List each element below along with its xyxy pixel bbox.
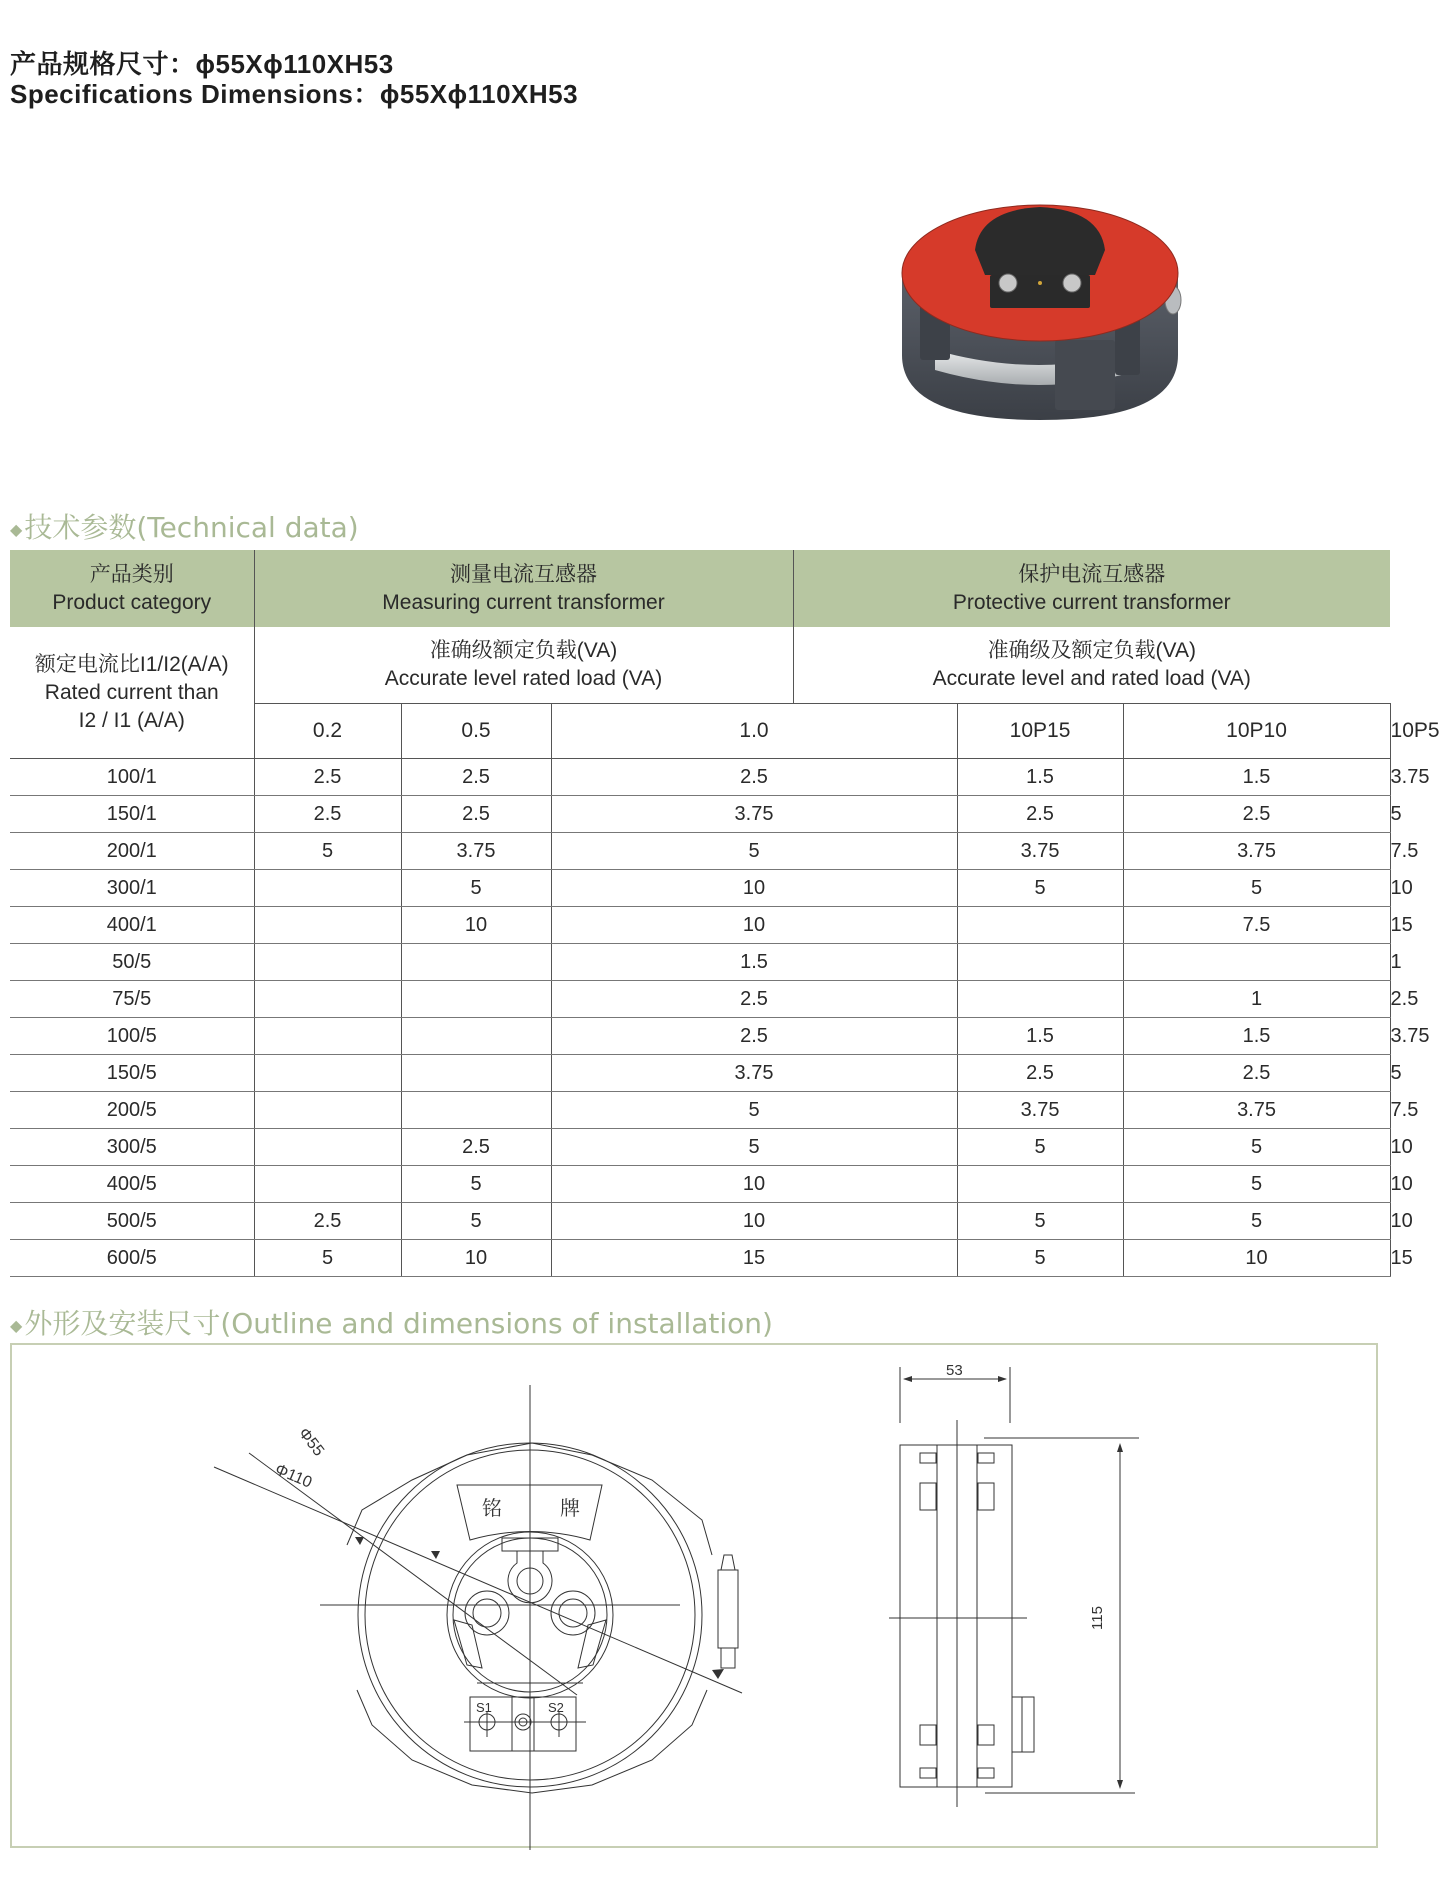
load-value-cell [957,1166,1123,1203]
load-value-cell: 2.5 [957,1055,1123,1092]
table-row: 400/1 10 10 7.5 15 [10,907,1390,944]
load-value-cell [957,944,1123,981]
table-row: 400/5 5 10 5 10 [10,1166,1390,1203]
subheader-measuring-load: 准确级额定负载(VA) Accurate level rated load (VA) [254,627,793,704]
table-subheader-row [10,627,1390,704]
load-value-cell: 2.5 [551,759,957,796]
load-value-cell: 5 [1123,870,1390,907]
rated-ratio-cell: 200/5 [10,1092,254,1129]
load-value-cell: 5 [1123,1129,1390,1166]
load-value-cell: 2.5 [1123,796,1390,833]
d-outer-label: Φ110 [272,1461,315,1492]
load-value-cell: 10 [1123,1240,1390,1277]
table-row: 500/5 2.5 5 10 5 5 10 [10,1203,1390,1240]
table-row: 100/1 2.5 2.5 2.5 1.5 1.5 3.75 [10,759,1390,796]
rated-ratio-cell: 50/5 [10,944,254,981]
technical-data-table [10,550,1440,1277]
load-value-cell: 5 [551,1129,957,1166]
terminal-screw-right [1063,274,1081,292]
rated-ratio-cell: 100/1 [10,759,254,796]
load-value-cell [254,1166,401,1203]
technical-data-heading: ◆技术参数(Technical data) [10,511,359,544]
load-value-cell: 1.5 [1123,759,1390,796]
load-value-cell: 5 [254,833,401,870]
table-row: 300/5 2.5 5 5 5 10 [10,1129,1390,1166]
side-clamp-tab [1012,1697,1034,1752]
load-value-cell: 2.5 [551,981,957,1018]
front-view-drawing [214,1385,742,1850]
col-header-0-2: 0.2 [254,704,401,759]
spec-title-en: Specifications Dimensions：ϕ55Xϕ110XH53 [10,79,579,109]
load-value-cell: 5 [1123,1166,1390,1203]
side-height-label: 115 [1089,1606,1106,1630]
rated-ratio-cell: 150/1 [10,796,254,833]
load-value-cell: 2.5 [254,759,401,796]
product-photo [890,165,1190,425]
rated-ratio-cell: 400/1 [10,907,254,944]
header-measuring: 测量电流互感器 Measuring current transformer [254,550,793,627]
load-value-cell: 5 [401,1203,551,1240]
load-value-cell [957,981,1123,1018]
load-value-cell: 1.5 [1123,1018,1390,1055]
rated-ratio-cell: 500/5 [10,1203,254,1240]
terminal-s1-label: S1 [476,1700,492,1715]
col-header-1-0: 1.0 [551,704,957,759]
load-value-cell: 3.75 [957,1092,1123,1129]
side-body [900,1445,1012,1787]
rated-ratio-cell: 300/5 [10,1129,254,1166]
load-value-cell: 5 [957,870,1123,907]
table-row: 300/1 5 10 5 5 10 [10,870,1390,907]
load-value-cell [401,1092,551,1129]
load-value-cell: 5 [254,1240,401,1277]
load-value-cell: 10 [551,1203,957,1240]
terminal-s2-label: S2 [548,1700,564,1715]
load-value-cell: 5 [551,1092,957,1129]
load-value-cell: 7.5 [1123,907,1390,944]
load-value-cell: 2.5 [254,796,401,833]
table-row: 200/5 5 3.75 3.75 7.5 [10,1092,1390,1129]
load-value-cell [254,870,401,907]
header-product-category: 产品类别 Product category [10,550,254,627]
load-value-cell: 1 [1123,981,1390,1018]
rated-ratio-cell: 100/5 [10,1018,254,1055]
load-value-cell: 3.75 [551,796,957,833]
outline-drawings [12,1345,1380,1850]
load-value-cell: 5 [401,1166,551,1203]
load-value-cell: 10 [551,907,957,944]
load-value-cell: 10 [401,1240,551,1277]
side-clamp [718,1570,738,1648]
d-outer-leader [214,1467,742,1693]
col-header-0-5: 0.5 [401,704,551,759]
load-value-cell: 2.5 [551,1018,957,1055]
rated-ratio-cell: 400/5 [10,1166,254,1203]
load-value-cell [254,981,401,1018]
load-value-cell [401,1018,551,1055]
load-value-cell: 2.5 [401,759,551,796]
table-row: 50/5 1.5 1 [10,944,1390,981]
table-row: 200/1 5 3.75 5 3.75 3.75 7.5 [10,833,1390,870]
outline-drawing-box [10,1343,1378,1848]
load-value-cell: 3.75 [1123,1092,1390,1129]
header-protective: 保护电流互感器 Protective current transformer [793,550,1390,627]
load-value-cell: 5 [957,1240,1123,1277]
rated-ratio-cell: 300/1 [10,870,254,907]
load-value-cell [401,981,551,1018]
load-value-cell: 2.5 [401,796,551,833]
load-value-cell: 5 [957,1129,1123,1166]
rated-ratio-cell: 150/5 [10,1055,254,1092]
load-value-cell [254,1092,401,1129]
load-value-cell [957,907,1123,944]
nameplate-char-1: 铭 [482,1498,502,1520]
d-inner-label: Φ55 [294,1424,328,1460]
side-view-drawing [889,1367,1139,1807]
load-value-cell: 2.5 [401,1129,551,1166]
load-value-cell: 2.5 [1123,1055,1390,1092]
table-row: 150/1 2.5 2.5 3.75 2.5 2.5 5 [10,796,1390,833]
load-value-cell [254,1055,401,1092]
load-value-cell: 1.5 [957,759,1123,796]
subheader-protective-load: 准确级及额定负载(VA) Accurate level and rated load (VA) [793,627,1390,704]
load-value-cell: 5 [551,833,957,870]
load-value-cell: 1.5 [957,1018,1123,1055]
load-value-cell: 2.5 [957,796,1123,833]
col-header-10p10: 10P10 [1123,704,1390,759]
load-value-cell: 10 [551,870,957,907]
load-value-cell [401,944,551,981]
load-value-cell [1123,944,1390,981]
nameplate-char-2: 牌 [560,1498,580,1520]
load-value-cell: 5 [1123,1203,1390,1240]
column-header-row: 0.2 0.5 1.0 10P15 10P10 10P5 [10,704,1390,759]
load-value-cell: 5 [957,1203,1123,1240]
load-value-cell [254,907,401,944]
subheader-rated-ratio: 额定电流比I1/I2(A/A) Rated current than I2 / I1 (A/A) [10,627,254,759]
load-value-cell: 10 [551,1166,957,1203]
diamond-bullet-icon: ◆ [10,1315,23,1335]
col-header-10p15: 10P15 [957,704,1123,759]
table-header-row [10,550,1390,627]
side-width-label: 53 [946,1362,963,1379]
rated-ratio-cell: 75/5 [10,981,254,1018]
load-value-cell [254,1018,401,1055]
outline-heading: ◆外形及安装尺寸(Outline and dimensions of installation) [10,1307,773,1340]
load-value-cell: 5 [401,870,551,907]
load-value-cell [254,944,401,981]
load-value-cell: 2.5 [254,1203,401,1240]
table-row: 600/5 5 10 15 5 10 15 [10,1240,1390,1277]
rated-ratio-cell: 600/5 [10,1240,254,1277]
load-value-cell: 10 [401,907,551,944]
table-row: 75/5 2.5 1 2.5 [10,981,1390,1018]
table-row: 150/5 3.75 2.5 2.5 5 [10,1055,1390,1092]
load-value-cell [254,1129,401,1166]
table-row: 100/5 2.5 1.5 1.5 3.75 [10,1018,1390,1055]
terminal-screw-left [999,274,1017,292]
spec-title-cn: 产品规格尺寸：ϕ55Xϕ110XH53 [10,49,394,79]
load-value-cell: 3.75 [957,833,1123,870]
load-value-cell: 15 [551,1240,957,1277]
load-value-cell: 3.75 [1123,833,1390,870]
diamond-bullet-icon: ◆ [10,519,23,539]
load-value-cell: 1.5 [551,944,957,981]
load-value-cell: 3.75 [401,833,551,870]
rated-ratio-cell: 200/1 [10,833,254,870]
load-value-cell [401,1055,551,1092]
load-value-cell: 3.75 [551,1055,957,1092]
dimension-arrows [355,1537,724,1679]
